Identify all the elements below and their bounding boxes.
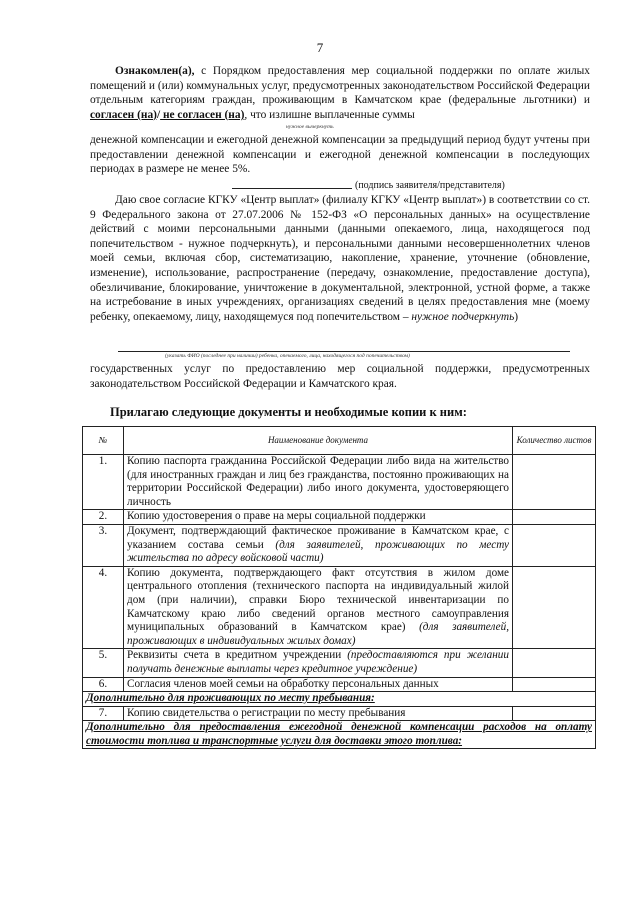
row-doc <box>124 455 513 510</box>
table-row <box>83 706 596 721</box>
row-doc <box>124 524 513 566</box>
table-row <box>83 510 596 525</box>
row-num: 3. <box>83 524 124 566</box>
documents-heading: Прилагаю следующие документы и необходимые копии к ним: <box>110 405 467 419</box>
consent-italic: нужное подчеркнуть <box>411 310 515 323</box>
signature-line[interactable] <box>232 188 352 189</box>
row-text: Согласия членов моей семьи на обработку персональных данных <box>127 677 439 690</box>
row-text: Копию паспорта гражданина Российской Федерации либо вида на жительство (для иностранных граждан и лиц без гражданства, постоянно проживающих на территории Российской Федерации) либо иного документа, удостоверяющего личность <box>127 455 509 508</box>
table-row <box>83 524 596 566</box>
signature-caption: (подпись заявителя/представителя) <box>355 180 505 191</box>
strike-hint: нужное вычеркнуть <box>286 124 334 130</box>
row-text: Копию документа, подтверждающего факт отсутствия в жилом доме центрального отопления (технического паспорта на индивидуальный жилой дом (при наличии), справки Бюро технической инвентаризации по Камчатскому краю либо сведений органов местного самоуправления муниципальных образований в Камчатском крае) <box>127 566 509 634</box>
acquaintance-lead: Ознакомлен(а), <box>115 65 195 77</box>
table-row <box>83 566 596 649</box>
row-num: 6. <box>83 677 124 692</box>
consent-text: Даю свое согласие КГКУ «Центр выплат» (филиалу КГКУ «Центр выплат») в соответствии со ст. 9 Федерального закона от 27.07.2006 № 152-ФЗ «О персональных данных» на осуществление действий с моими персональными данными (данными опекаемого, лица, находящегося под попечительством - нужное подчеркнуть), и персональными данными несовершеннолетних членов моей семьи, включая сбор, систематизацию, накопление, хранение, уточнение (обновление, изменение), использование, распространение (передачу, ознакомление, предоставление доступа), обезличивание, блокирование, уничтожение в документальной, электронной, устной форме, а также на истребование в иных учреждениях, организациях сведений в целях предоставления мне (моему ребенку, опекаемому, лицу, находящемуся под попечительством – <box>90 194 590 323</box>
table-row <box>83 649 596 677</box>
option-agree[interactable]: согласен (на) <box>90 108 157 121</box>
row-num: 4. <box>83 566 124 649</box>
option-separator: / <box>156 108 161 121</box>
table-header-row <box>83 427 596 455</box>
acquaintance-continuation: денежной компенсации и ежегодной денежной компенсации за предыдущий период будут учтены при предоставлении денежной компенсации и ежегодной денежной компенсации в последующих периодах в размере не менее 5%. <box>90 134 590 176</box>
row-text: Реквизиты счета в кредитном учреждении <box>127 649 348 662</box>
table-row <box>83 677 596 692</box>
header-num: № <box>83 427 124 455</box>
row-qty-cell[interactable] <box>513 524 596 566</box>
row-num: 7. <box>83 706 124 721</box>
row-text: Копию удостоверения о праве на меры социальной поддержки <box>127 510 426 523</box>
header-qty: Количество листов <box>513 427 596 455</box>
row-text: Документ, подтверждающий фактическое проживание в Камчатском крае, с указанием состава семьи <box>127 524 509 551</box>
section-fuel: Дополнительно для предоставления ежегодной денежной компенсации расходов на оплату стоимости топлива и транспортные услуги для доставки этого топлива: <box>83 721 596 749</box>
row-qty-cell[interactable] <box>513 649 596 677</box>
acquaintance-paragraph <box>90 64 590 122</box>
row-qty-cell[interactable] <box>513 455 596 510</box>
row-qty-cell[interactable] <box>513 706 596 721</box>
row-note: (для заявителей, проживающих в индивидуальных жилых домах) <box>127 621 509 647</box>
row-doc <box>124 566 513 649</box>
row-doc: Копию свидетельства о регистрации по месту пребывания <box>124 706 513 721</box>
row-note: (для заявителей, проживающих по месту жительства по адресу войсковой части) <box>127 538 509 565</box>
consent-tail: государственных услуг по предоставлению мер социальной поддержки, предусмотренных законодательством Российской Федерации и Камчатского края. <box>90 363 590 390</box>
section-row-residence <box>83 692 596 707</box>
row-note: (предоставляются при желании получать денежные выплаты через кредитное учреждение) <box>127 649 509 675</box>
row-doc <box>124 510 513 525</box>
section-row-fuel <box>83 721 596 749</box>
section-residence: Дополнительно для проживающих по месту пребывания: <box>83 692 596 707</box>
documents-table <box>82 426 596 749</box>
page-number: 7 <box>316 40 324 55</box>
row-doc <box>124 677 513 692</box>
fio-hint: (указать ФИО (последнее при наличии) ребенка, опекаемого, лица, находящегося под попечительством) <box>165 353 410 359</box>
acquaintance-text-end: , что излишне выплаченные суммы <box>244 108 415 121</box>
row-qty-cell[interactable] <box>513 566 596 649</box>
row-qty-cell[interactable] <box>513 677 596 692</box>
acquaintance-text: с Порядком предоставления мер социальной поддержки по оплате жилых помещений и (или) коммунальных услуг, предусмотренных законодательством Российской Федерации отдельным категориям граждан, проживающим в Камчатском крае (федеральные льготники) и <box>90 65 590 107</box>
consent-paragraph <box>90 193 590 324</box>
header-name: Наименование документа <box>124 427 513 455</box>
row-qty-cell[interactable] <box>513 510 596 525</box>
row-num: 5. <box>83 649 124 677</box>
option-disagree[interactable]: не согласен (на) <box>160 108 245 121</box>
fio-line[interactable] <box>118 351 570 352</box>
row-doc <box>124 649 513 677</box>
consent-close: ) <box>514 310 519 323</box>
table-row <box>83 455 596 510</box>
row-num: 2. <box>83 510 124 525</box>
row-num: 1. <box>83 455 124 510</box>
